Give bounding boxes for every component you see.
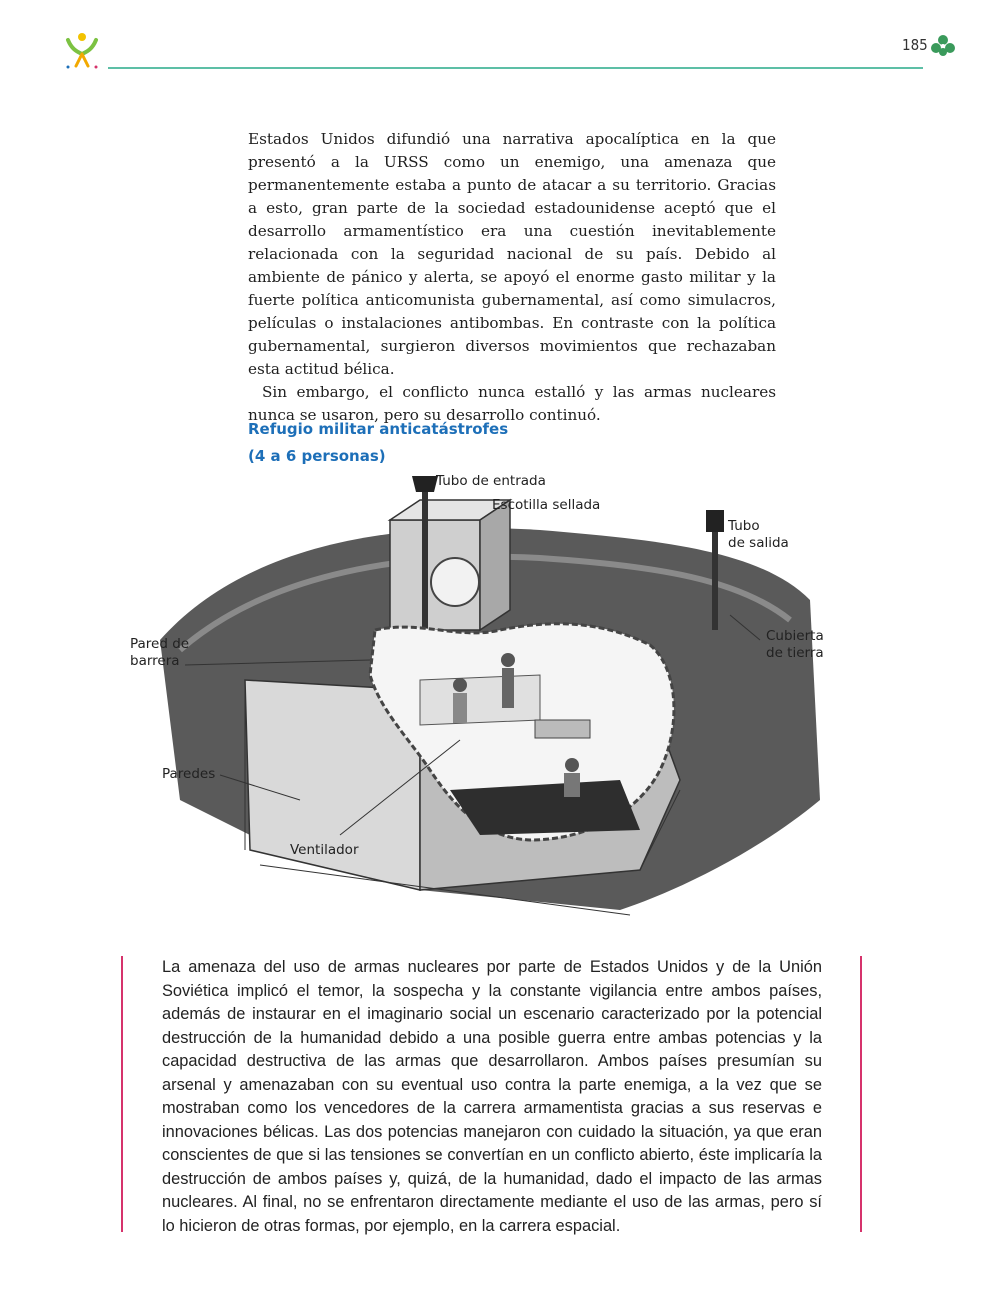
box-rule-right xyxy=(860,956,862,1232)
label-cubierta: Cubierta de tierra xyxy=(766,628,824,661)
page-number: 185 xyxy=(902,36,928,54)
body-paragraph: Estados Unidos difundió una narrativa apocalíptica en la que presentó a la URSS como un enemigo, una amenaza que permanentemente estaba a punto de atacar a su territorio. Gracias a esto, gran parte de la sociedad estadounidense aceptó que el desarrollo armamentístico era una cuestión inevitablemente relacionada con la seguridad nacional de su país. Debido al ambiente de pánico y alerta, se apoyó el enorme gasto militar y la fuerte política anticomunista gubernamental, así como simulacros, películas o instalaciones antibombas. En contraste con la política gubernamental, surgieron diversos movimientos que rechazaban esta actitud bélica. xyxy=(248,130,776,378)
box-text: La amenaza del uso de armas nucleares por parte de Estados Unidos y de la Unión Soviética implicó el temor, la sospecha y la constante vigilancia entre ambos países, además de instaurar en el imaginario social un escenario caracterizado por la potencial destrucción de la humanidad debido a una posible guerra entre ambas potencias y la capacidad destructiva de las armas que desarrollaron. Ambos países presumían su arsenal y amenazaban con su eventual uso contra la parte enemiga, a la vez que se mostraban como los vencedores de la carrera armamentista gracias a sus reservas e innovaciones bélicas. Las dos potencias manejaron con cuidado la situación, ya que eran conscientes de que si las tensiones se convertían en un conflicto abierto, éste implicaría la destrucción de ambos países y, quizá, de la humanidad, dado el impacto de las armas nucleares. Al final, no se enfrentaron directamente mediante el uso de las armas, pero sí lo hicieron de otras formas, por ejemplo, en la carrera espacial. xyxy=(162,958,822,1235)
body-paragraph: Sin embargo, el conflicto nunca estalló y las armas nucleares nunca se usaron, pero su desarrollo continuó. xyxy=(248,383,776,424)
clover-icon xyxy=(930,34,956,58)
label-pared-barrera: Pared de barrera xyxy=(130,636,190,669)
label-escotilla: Escotilla sellada xyxy=(492,497,601,513)
figure-title: Refugio militar anticatástrofes xyxy=(248,420,509,438)
body-text xyxy=(248,128,776,427)
header-rule xyxy=(108,67,923,69)
label-tubo-entrada: Tubo de entrada xyxy=(436,473,546,489)
box-rule-left xyxy=(121,956,123,1232)
label-tubo-salida: Tubo de salida xyxy=(728,518,789,551)
label-ventilador: Ventilador xyxy=(290,842,359,858)
label-paredes: Paredes xyxy=(162,766,216,782)
publisher-logo-icon xyxy=(60,28,104,72)
figure-subtitle: (4 a 6 personas) xyxy=(248,447,386,465)
